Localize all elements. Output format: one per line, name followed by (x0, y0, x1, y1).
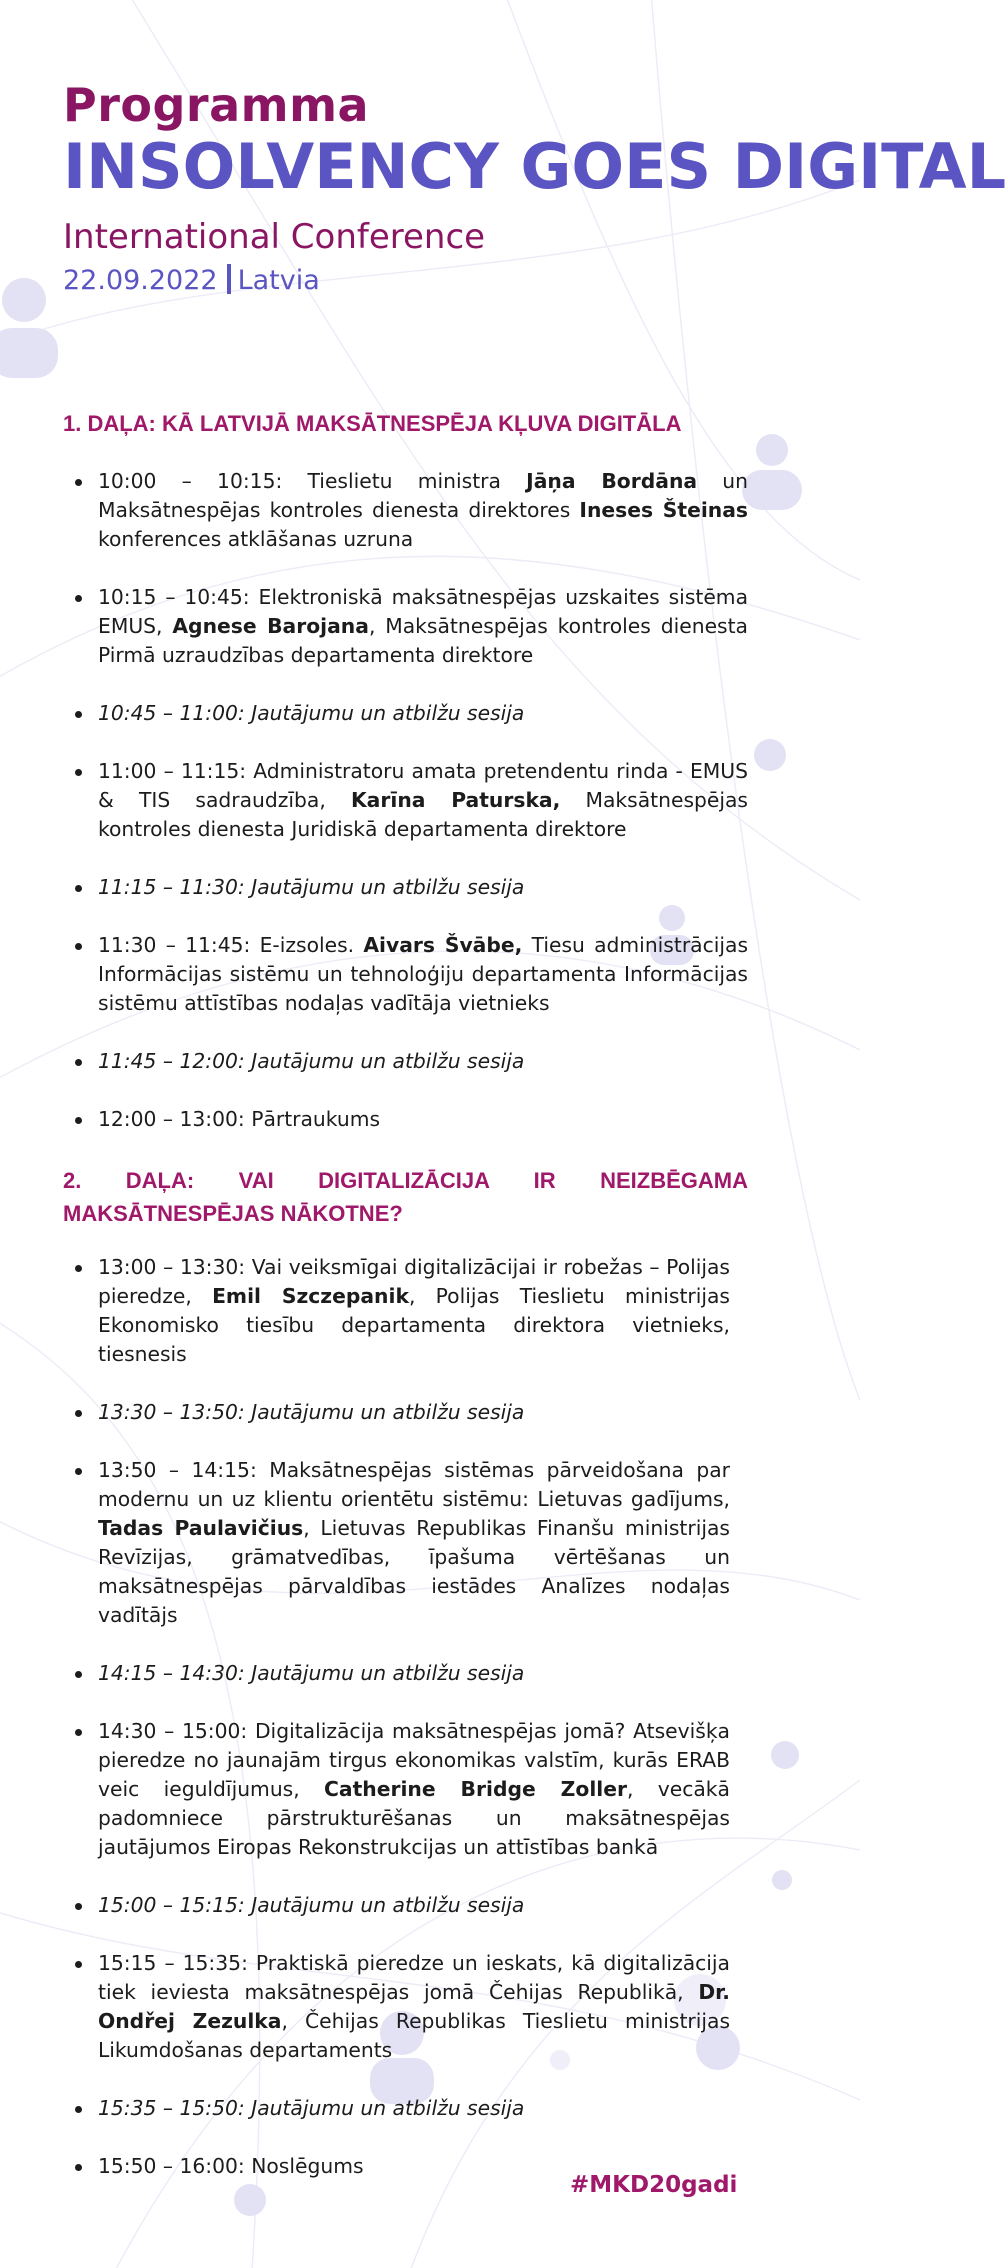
section-2-agenda (63, 1253, 730, 2181)
agenda-item-qa: 14:15 – 14:30: Jautājumu un atbilžu sesija (98, 1659, 730, 1688)
conference-subtitle: International Conference (63, 217, 486, 257)
header (63, 78, 1006, 298)
speaker-name: Aivars Švābe, (363, 933, 523, 957)
agenda-item: 15:15 – 15:35: Praktiskā pieredze un ieskats, kā digitalizācija tiek ieviesta maksātnespējas jomā Čehijas Republikā, Dr. Ondřej Zezulka, Čehijas Republikas Tieslietu ministrijas Likumdošanas departaments (98, 1949, 730, 2065)
speaker-name: Dr. Ondřej Zezulka (98, 1980, 730, 2033)
conference-location: Latvia (237, 265, 320, 296)
agenda-item-break: 12:00 – 13:00: Pārtraukums (98, 1105, 748, 1134)
section-1-title: 1. DAĻA: KĀ LATVIJĀ MAKSĀTNESPĒJA KĻUVA DIGITĀLA (63, 411, 682, 436)
hashtag: #MKD20gadi (570, 2172, 738, 2198)
agenda-item: 13:00 – 13:30: Vai veiksmīgai digitalizācijai ir robežas – Polijas pieredze, Emil Szczepanik, Polijas Tieslietu ministrijas Ekonomisko tiesību departamenta direktora vietnieks, tiesnesis (98, 1253, 730, 1369)
agenda-item: 10:00 – 10:15: Tieslietu ministra Jāņa Bordāna un Maksātnespējas kontroles dienesta direktores Ineses Šteinas konferences atklāšanas uzruna (98, 467, 748, 554)
program-label: Programma (63, 78, 370, 132)
divider-bar (227, 264, 231, 294)
agenda-item: 11:30 – 11:45: E-izsoles. Aivars Švābe, Tiesu administrācijas Informācijas sistēmu un tehnoloģiju departamenta Informācijas sistēmu attīstības nodaļas vadītāja vietnieks (98, 931, 748, 1018)
speaker-name: Agnese Barojana (172, 614, 369, 638)
agenda-item-qa: 10:45 – 11:00: Jautājumu un atbilžu sesija (98, 699, 748, 728)
agenda-item: 13:50 – 14:15: Maksātnespējas sistēmas pārveidošana par modernu un uz klientu orientētu sistēmu: Lietuvas gadījums, Tadas Paulavičius, Lietuvas Republikas Finanšu ministrijas Revīzijas, grāmatvedības, īpašuma vērtēšanas un maksātnespējas pārvaldības iestādes Analīzes nodaļas vadītājs (98, 1456, 730, 1630)
agenda-item: 14:30 – 15:00: Digitalizācija maksātnespējas jomā? Atsevišķa pieredze no jaunajām tirgus ekonomikas valstīm, kurās ERAB veic ieguldījumus, Catherine Bridge Zoller, vecākā padomniece pārstrukturēšanas un maksātnespējas jautājumos Eiropas Rekonstrukcijas un attīstības bankā (98, 1717, 730, 1862)
agenda-item-closing: 15:50 – 16:00: Noslēgums (98, 2152, 730, 2181)
conference-date: 22.09.2022 (63, 265, 218, 296)
agenda-item: 10:15 – 10:45: Elektroniskā maksātnespējas uzskaites sistēma EMUS, Agnese Barojana, Maksātnespējas kontroles dienesta Pirmā uzraudzības departamenta direktore (98, 583, 748, 670)
speaker-name: Karīna Paturska, (350, 788, 561, 812)
agenda-item-qa: 11:45 – 12:00: Jautājumu un atbilžu sesija (98, 1047, 748, 1076)
agenda-item-qa: 13:30 – 13:50: Jautājumu un atbilžu sesija (98, 1398, 730, 1427)
speaker-name: Catherine Bridge Zoller (324, 1777, 627, 1801)
agenda-item-qa: 15:35 – 15:50: Jautājumu un atbilžu sesija (98, 2094, 730, 2123)
section-1-agenda (63, 467, 748, 1134)
agenda-item-qa: 11:15 – 11:30: Jautājumu un atbilžu sesija (98, 873, 748, 902)
agenda-item-qa: 15:00 – 15:15: Jautājumu un atbilžu sesija (98, 1891, 730, 1920)
speaker-name: Emil Szczepanik (212, 1284, 409, 1308)
speaker-name: Tadas Paulavičius (98, 1516, 304, 1540)
speaker-name: Ineses Šteinas (579, 498, 749, 522)
date-location (63, 264, 1006, 298)
section-2-title: 2. DAĻA: VAI DIGITALIZĀCIJA IR NEIZBĒGAMA MAKSĀTNESPĒJAS NĀKOTNE? (63, 1168, 748, 1226)
conference-title: INSOLVENCY GOES DIGITAL (63, 130, 1006, 203)
speaker-name: Jāņa Bordāna (526, 469, 698, 493)
agenda-item: 11:00 – 11:15: Administratoru amata pretendentu rinda - EMUS & TIS sadraudzība, Karīna Paturska, Maksātnespējas kontroles dienesta Juridiskā departamenta direktore (98, 757, 748, 844)
